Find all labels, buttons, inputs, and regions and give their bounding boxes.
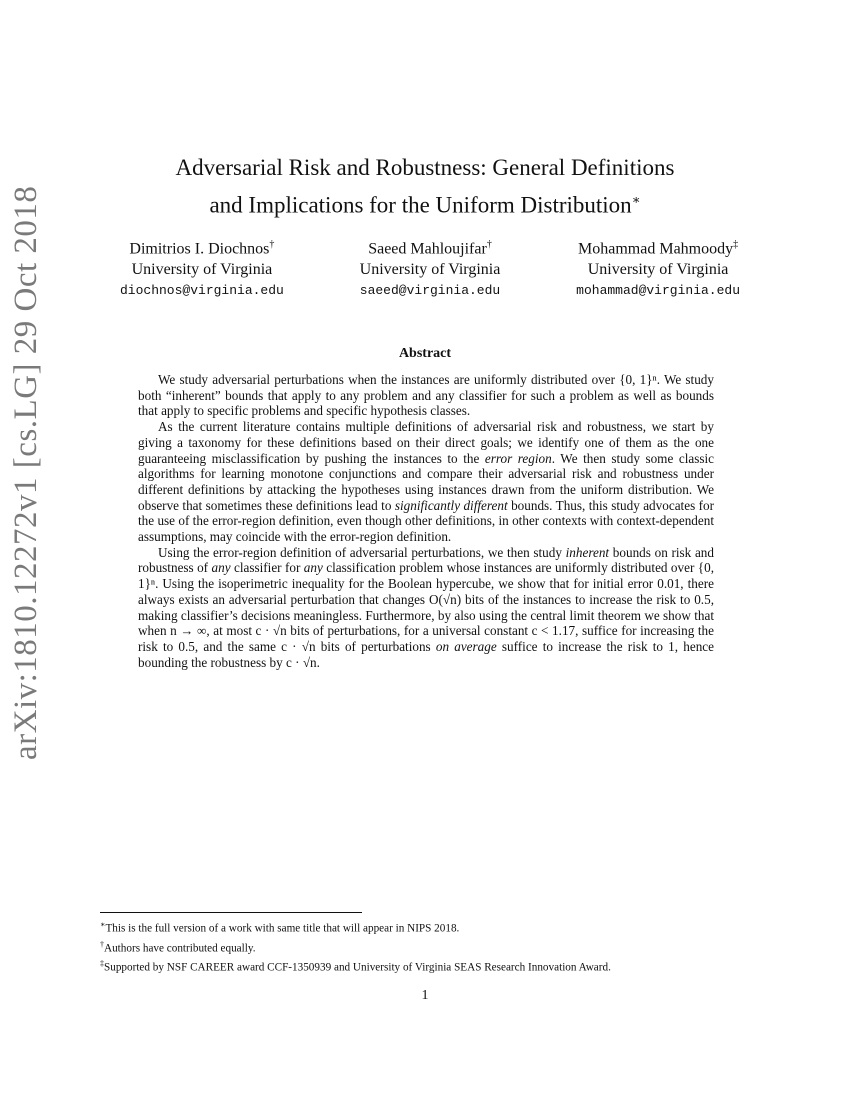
footnote: †Authors have contributed equally. bbox=[100, 939, 256, 955]
footnote: ‡Supported by NSF CAREER award CCF-1350939 and University of Virginia SEAS Research Innovation Award. bbox=[100, 959, 611, 975]
author-block bbox=[360, 234, 501, 301]
abstract-paragraph-1: We study adversarial perturbations when the instances are uniformly distributed over {0, 1}ⁿ. We study both “inherent” bounds that apply to any problem and any classifier for such a problem as well as bounds that apply to specific problems and specific hypothesis classes. bbox=[138, 372, 714, 419]
title-line-2: and Implications for the Uniform Distribution∗ bbox=[209, 192, 641, 218]
page-number: 1 bbox=[421, 988, 429, 1003]
abstract-body bbox=[138, 372, 714, 670]
title-line-1: Adversarial Risk and Robustness: General Definitions bbox=[175, 155, 675, 180]
author-name: Mohammad Mahmoody‡ bbox=[578, 239, 739, 258]
footnote-divider bbox=[100, 912, 362, 913]
footnote: ∗This is the full version of a work with same title that will appear in NIPS 2018. bbox=[100, 920, 460, 935]
abstract-paragraph-2: As the current literature contains multiple definitions of adversarial risk and robustness, we start by giving a taxonomy for these definitions based on their direct goals; we identify one of them as the one guaranteeing misclassification by pushing the instances to the error region. We then study some classic algorithms for learning monotone conjunctions and compare their adversarial risk and robustness under different definitions by attacking the hypotheses using instances drawn from the uniform distribution. We observe that sometimes these definitions lead to significantly different bounds. Thus, this study advocates for the use of the error-region definition, even though other definitions, in other contexts with context-dependent assumptions, may coincide with the error-region definition. bbox=[138, 419, 714, 545]
author-affiliation: University of Virginia bbox=[131, 261, 273, 279]
author-name: Saeed Mahloujifar† bbox=[368, 239, 492, 258]
author-list bbox=[120, 234, 740, 301]
abstract-heading: Abstract bbox=[398, 346, 452, 361]
author-block bbox=[576, 234, 740, 301]
author-email[interactable]: saeed@virginia.edu bbox=[359, 283, 501, 299]
abstract-paragraph-3: Using the error-region definition of adversarial perturbations, we then study inherent bounds on risk and robustness of any classifier for any classification problem whose instances are uniformly distributed over {0, 1}ⁿ. Using the isoperimetric inequality for the Boolean hypercube, we show that for initial error 0.01, there always exists an adversarial perturbation that changes O(√n) bits of the instances to increase the risk to 0.5, making classifier’s decisions meaningless. Furthermore, by also using the central limit theorem we show that when n → ∞, at most c · √n bits of perturbations, for a universal constant c < 1.17, suffice for increasing the risk to 0.5, and the same c · √n bits of perturbations on average suffice to increase the risk to 1, hence bounding the robustness by c · √n. bbox=[138, 544, 714, 670]
author-name: Dimitrios I. Diochnos† bbox=[129, 239, 275, 258]
paper-title bbox=[100, 152, 750, 222]
footnotes bbox=[100, 917, 750, 976]
title-footnote-mark: ∗ bbox=[631, 192, 641, 207]
author-affiliation: University of Virginia bbox=[359, 261, 501, 279]
author-email[interactable]: mohammad@virginia.edu bbox=[576, 283, 740, 299]
arxiv-identifier-stamp: arXiv:1810.12272v1 [cs.LG] 29 Oct 2018 bbox=[8, 185, 44, 760]
author-email[interactable]: diochnos@virginia.edu bbox=[120, 283, 284, 299]
author-affiliation: University of Virginia bbox=[587, 261, 729, 279]
author-block bbox=[120, 234, 284, 301]
